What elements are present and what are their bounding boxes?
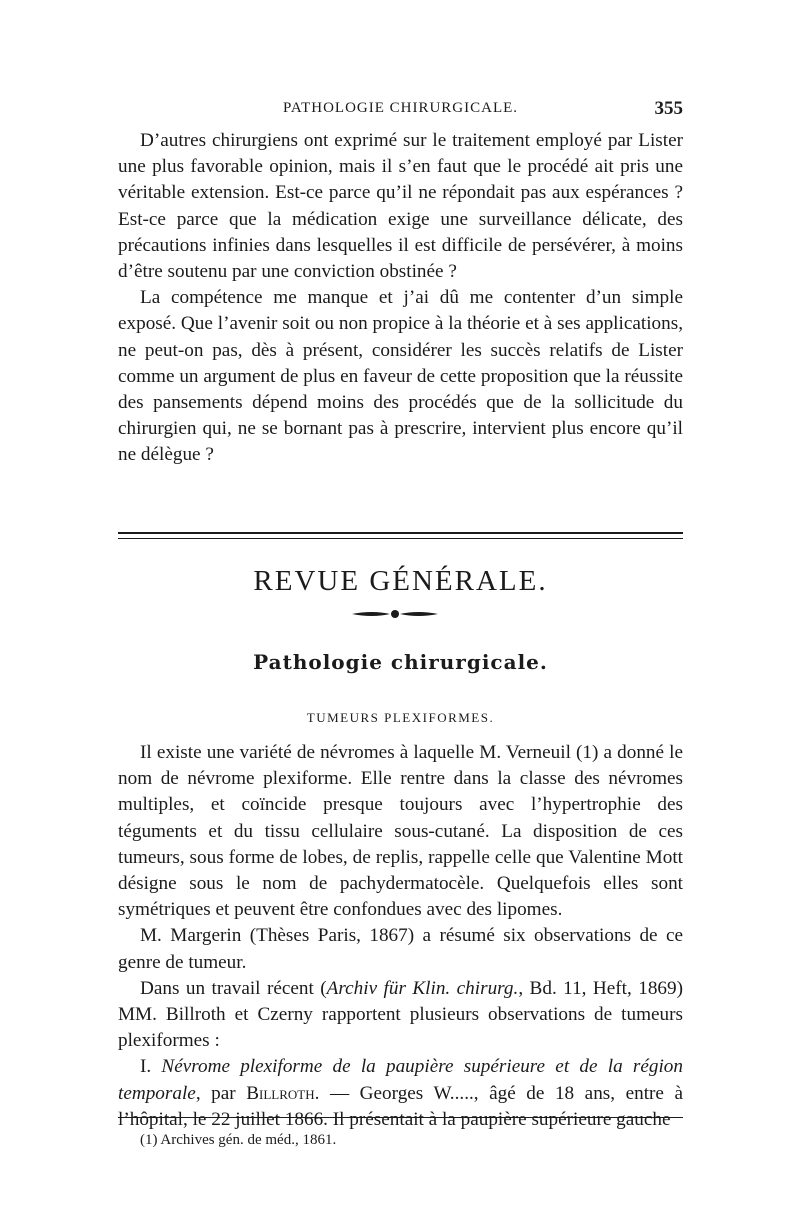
paragraph [118, 976, 683, 1055]
observation-number: I. [140, 1056, 162, 1078]
page-number: 355 [654, 98, 683, 119]
running-title: PATHOLOGIE CHIRURGICALE. [282, 100, 519, 116]
intro-text [118, 128, 683, 469]
ornament-flourish-icon [350, 608, 440, 620]
text-span: . — Georges W....., âgé de 18 ans, entre à l’hôpital, le 22 juillet 1866. Il présentait à la paupière supérieure gauche [118, 1082, 684, 1130]
observation-title: Névrome plexiforme de la paupière supérieure et de la région temporale [118, 1056, 683, 1104]
journal-title: Archiv für Klin. chirurg. [326, 977, 519, 999]
author-name: Billroth [246, 1082, 315, 1104]
paragraph [118, 1054, 683, 1133]
paragraph: D’autres chirurgiens ont exprimé sur le traitement employé par Lister une plus favorable opinion, mais il s’en faut que le procédé ait pris une véritable extension. Est-ce parce qu’il ne répondait pas aux espérances ? Est-ce parce que la médication exige une surveillance délicate, des précautions infinies dans lesquelles il est difficile de persévérer, à moins d’être soutenu par une conviction obstinée ? [118, 130, 683, 283]
text-span: , par [195, 1082, 247, 1104]
main-text [118, 740, 683, 1133]
page-header [118, 100, 683, 122]
paragraph: Il existe une variété de névromes à laquelle M. Verneuil (1) a donné le nom de névrome plexiforme. Elle rentre dans la classe des névromes multiples, et coïncide presque toujours avec l’hypertrophie des téguments et du tissu cellulaire sous-cutané. La disposition de ces tumeurs, sous forme de lobes, de replis, rappelle celle que Valentine Mott désigne sous le nom de pachydermatocèle. Quelquefois elles sont symétriques et peuvent être confondues avec des lipomes. [118, 742, 683, 921]
section-title: REVUE GÉNÉRALE. [253, 565, 548, 597]
topic-title: TUMEURS PLEXIFORMES. [306, 710, 495, 725]
text-span: Dans un travail récent ( [140, 977, 327, 999]
subsection-title: Pathologie chirurgicale. [253, 650, 548, 674]
paragraph: La compétence me manque et j’ai dû me contenter d’un simple exposé. Que l’avenir soit ou non propice à la théorie et à ses applications, ne peut-on pas, dès à présent, considérer les succès relatifs de Lister comme un argument de plus en faveur de cette proposition que la réussite des pansements dépend moins des procédés que de la sollicitude du chirurgien qui, ne se bornant pas à prescrire, intervient plus encore qu’il ne délègue ? [118, 287, 683, 466]
text-span: , Bd. 11, Heft, 1869) MM. Billroth et Czerny rapportent plusieurs observations de tumeurs plexiformes : [118, 977, 683, 1052]
paragraph: M. Margerin (Thèses Paris, 1867) a résumé six observations de ce genre de tumeur. [118, 925, 683, 973]
footnote-divider [118, 1117, 683, 1118]
section-divider [118, 532, 683, 539]
footnote: (1) Archives gén. de méd., 1861. [140, 1132, 337, 1148]
